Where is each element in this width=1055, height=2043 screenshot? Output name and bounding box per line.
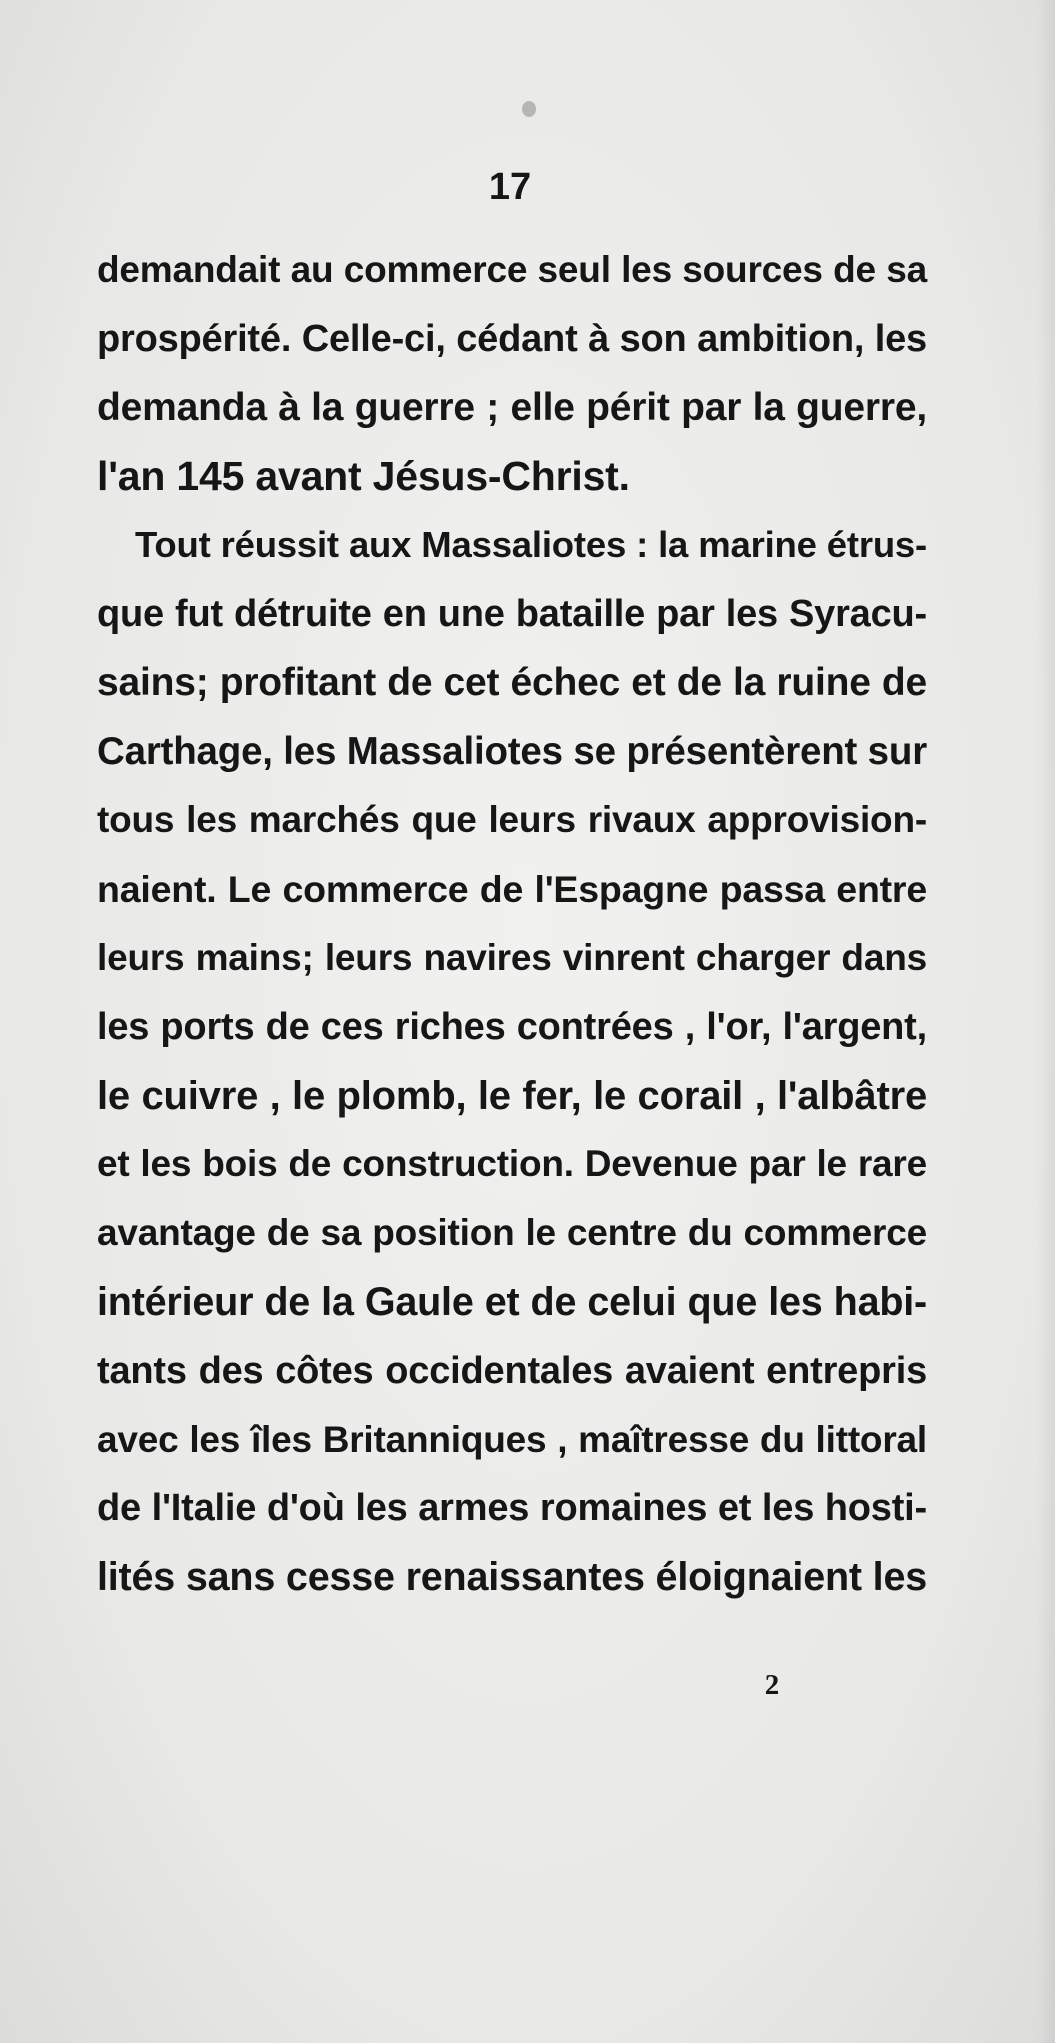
- signature-mark: 2: [764, 1669, 780, 1701]
- ink-speck: [522, 101, 536, 117]
- text-line: leurs mains; leurs navires vinrent charger dans: [97, 936, 927, 978]
- text-line: Carthage, les Massaliotes se présentèrent sur: [97, 729, 927, 773]
- text-line: que fut détruite en une bataille par les Syracu-: [97, 592, 927, 635]
- page-edge-shadow: [1037, 0, 1055, 2043]
- text-line: lités sans cesse renaissantes éloignaient les: [97, 1555, 927, 1600]
- text-line: le cuivre , le plomb, le fer, le corail , l'albâtre: [97, 1073, 927, 1118]
- page-number: 17: [488, 166, 532, 208]
- paragraph-start-line: Tout réussit aux Massaliotes : la marine étrus-: [135, 524, 927, 566]
- text-line: demanda à la guerre ; elle périt par la guerre,: [97, 385, 927, 429]
- body-text: [97, 236, 927, 1612]
- text-line: prospérité. Celle-ci, cédant à son ambition, les: [97, 317, 927, 360]
- text-line: sains; profitant de cet échec et de la ruine de: [97, 660, 927, 704]
- paragraph-end-line: l'an 145 avant Jésus-Christ.: [97, 453, 630, 500]
- text-line: les ports de ces riches contrées , l'or, l'argent,: [97, 1005, 927, 1048]
- text-line: avec les îles Britanniques , maîtresse du littoral: [97, 1418, 927, 1460]
- text-line: demandait au commerce seul les sources de sa: [97, 249, 927, 290]
- text-line: tous les marchés que leurs rivaux approvision-: [97, 799, 927, 841]
- text-line: intérieur de la Gaule et de celui que les habi-: [97, 1279, 927, 1324]
- text-line: avantage de sa position le centre du commerce: [97, 1212, 927, 1254]
- text-line: tants des côtes occidentales avaient entrepris: [97, 1349, 927, 1392]
- text-line: naient. Le commerce de l'Espagne passa entre: [97, 868, 927, 911]
- text-line: et les bois de construction. Devenue par le rare: [97, 1143, 927, 1185]
- text-line: de l'Italie d'où les armes romaines et les hosti-: [97, 1487, 927, 1530]
